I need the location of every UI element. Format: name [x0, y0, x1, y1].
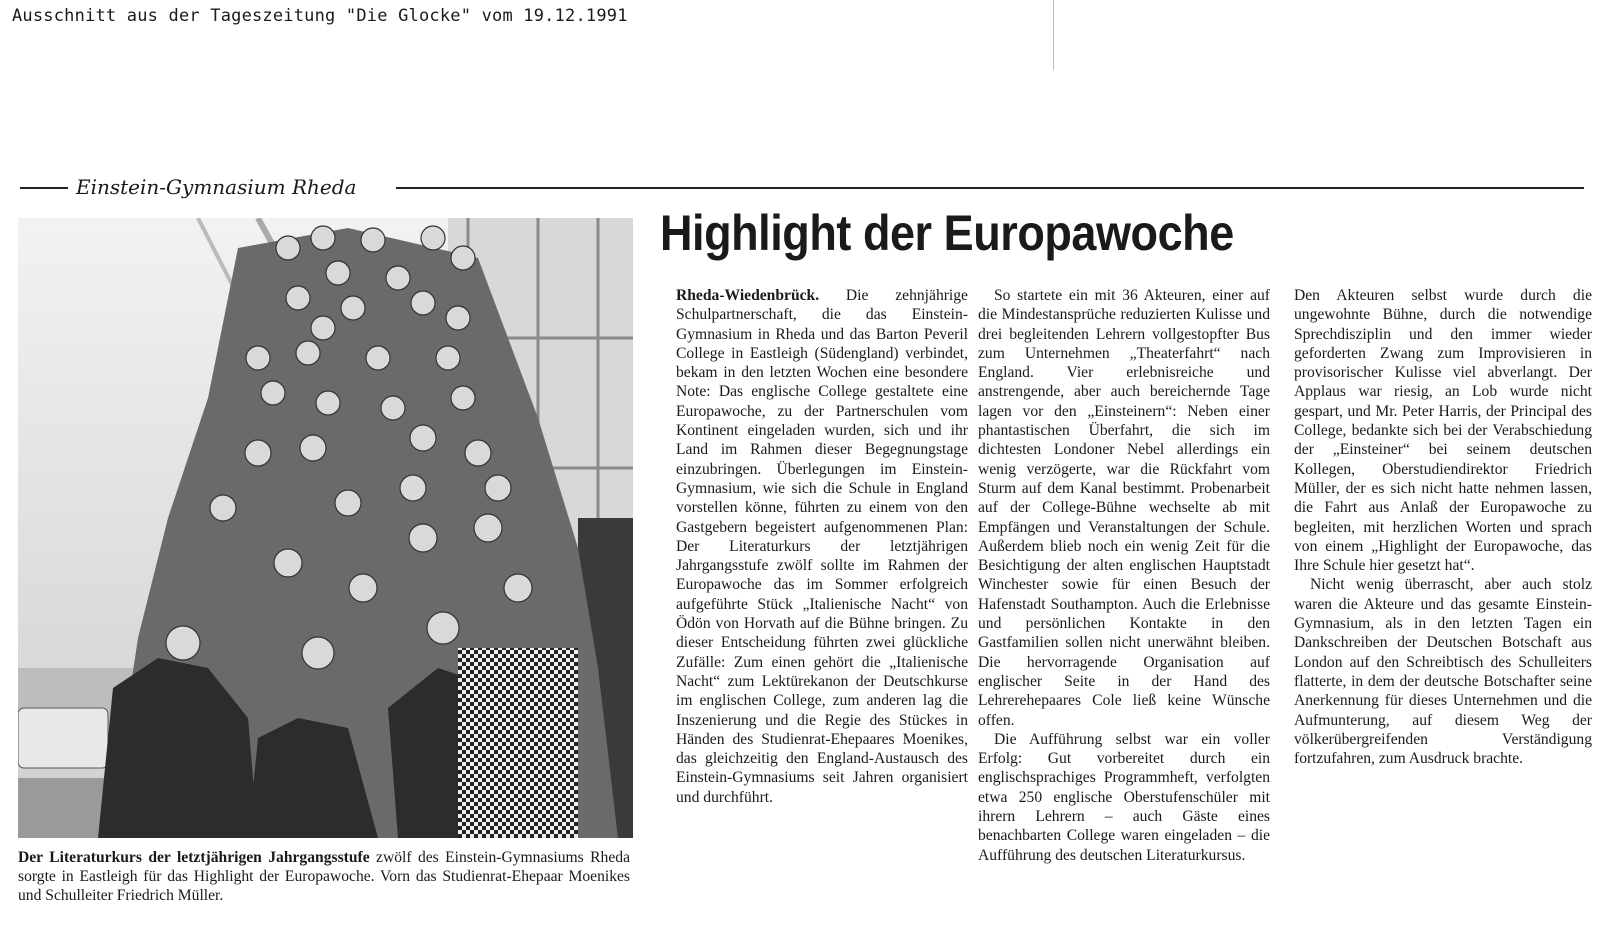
column-3-paragraph-1: Den Akteuren selbst wurde durch die ungewohnte Bühne, durch die notwendige Sprechdisziplin und den immer wieder geforderten Zwang zum Improvisieren in provisorischer Kulisse viel abverlangt. Der Applaus war riesig, an Lob wurde nicht gespart, und Mr. Peter Harris, der Principal des College, bedankte sich bei der Verabschiedung der „Einsteiner“ bei seinem deutschen Kollegen, Oberstudiendirektor Friedrich Müller, der es sich nicht hatte nehmen lassen, die Fahrt aus Anlaß der Europawoche zu begleiten, mit herzlichen Worten und sprach von einem „Highlight der Europawoche, das Ihre Schule hier gesetzt hat“. — [1294, 287, 1592, 575]
column-2-paragraph-2: Die Aufführung selbst war ein voller Erfolg: Gut vorbereitet durch ein englischsprachiges Programmheft, verfolgten etwa 250 englische Oberstufenschüler mit ihrern Lehrern – auch Gäste eines benachbarten College waren eingeladen – die Aufführung des deutschen Literaturkursus. — [978, 730, 1270, 864]
group-photo — [18, 218, 633, 838]
section-rule-left — [20, 187, 68, 189]
dateline: Rheda-Wiedenbrück. — [676, 287, 820, 304]
photo-caption-text: zwölf des Einstein-Gymnasiums Rheda sorgte in Eastleigh für das Highlight der Europawoche. Vorn das Studienrat-Ehepaar Moenikes und Schulleiter Friedrich Müller. — [18, 849, 630, 904]
column-1-paragraph: Die zehnjährige Schulpartnerschaft, die das Einstein-Gymnasium in Rheda und das Barton Peveril College in Eastleigh (Südengland) verbindet, bekam in den letzten Wochen eine besondere Note: Das englische College gestaltete eine Europawoche, zu der Partnerschulen vom Kontinent eingeladen wurden, sich und ihr Land im Rahmen dieser Begegnungstage einzubringen. Überlegungen im Einstein-Gymnasium, wie sich die Schule in England vorstellen könne, führten zu einem von den Gastgebern begeistert aufgenommenen Plan: Der Literaturkurs der letztjährigen Jahrgangsstufe zwölf sollte im Rahmen der Europawoche das im Sommer erfolgreich aufgeführte Stück „Italienische Nacht“ von Ödön von Horvath auf die Bühne bringen. Zu dieser Entscheidung führten zwei glückliche Zufälle: Zum einen gehört die „Italienische Nacht“ zum Lektürekanon der Deutschkurse im englischen College, zum anderen lag die Inszenierung und die Regie des Stückes in Händen des Studienrat-Ehepaares Moenikes, das gleichzeitig den England-Austausch des Einstein-Gymnasiums seit Jahren organisiert und durchführt. — [676, 287, 968, 806]
page-divider — [1053, 0, 1054, 70]
column-2-paragraph-1: So startete ein mit 36 Akteuren, einer auf die Mindestansprüche reduzierten Kulisse und drei begleitenden Lehrern vollgestopfter Bus zum Unternehmen „Theaterfahrt“ nach England. Vier erlebnisreiche und anstrengende, aber auch bereichernde Tage lagen vor den „Einsteinern“: Neben einer phantastischen Überfahrt, die sich im dichtesten Londoner Nebel allerdings ein wenig verzögerte, war die Rückfahrt vom Sturm auf dem Kanal bestimmt. Probenarbeit auf der College-Bühne wechselte ab mit Empfängen und Veranstaltungen der Schule. Außerdem blieb noch ein wenig Zeit für die Besichtigung der alten englischen Hauptstadt Winchester sowie für einen Besuch der Hafenstadt Southampton. Auch die Erlebnisse und persönlichen Kontakte in den Gastfamilien sollen nicht unerwähnt bleiben. Die hervorragende Organisation auf englischer Seite in der Hand des Lehrerehepaares Cole ließ keine Wünsche offen. — [978, 287, 1270, 729]
column-3-paragraph-2: Nicht wenig überrascht, aber auch stolz waren die Akteure und das gesamte Einstein-Gymnasium, als in den letzten Tagen ein Dankschreiben der Deutschen Botschaft aus London auf den Schreibtisch des Schulleiters flatterte, in dem der deutsche Botschafter seine Anerkennung für dieses Unternehmen und die Aufmunterung, auf diesem Weg der völkerübergreifenden Verständigung fortzufahren, zum Ausdruck brachte. — [1294, 576, 1592, 768]
article-column-2 — [978, 286, 1270, 865]
section-title: Einstein-Gymnasium Rheda — [76, 175, 357, 199]
section-rule-right — [396, 187, 1584, 189]
photo-caption — [18, 848, 630, 905]
article-headline: Highlight der Europawoche — [660, 205, 1234, 261]
section-header — [20, 175, 1584, 199]
article-column-1 — [676, 286, 968, 807]
photo-caption-lead: Der Literaturkurs der letztjährigen Jahrgangsstufe — [18, 849, 370, 866]
clipping-caption: Ausschnitt aus der Tageszeitung "Die Glocke" vom 19.12.1991 — [12, 6, 628, 26]
article-column-3 — [1294, 286, 1592, 768]
